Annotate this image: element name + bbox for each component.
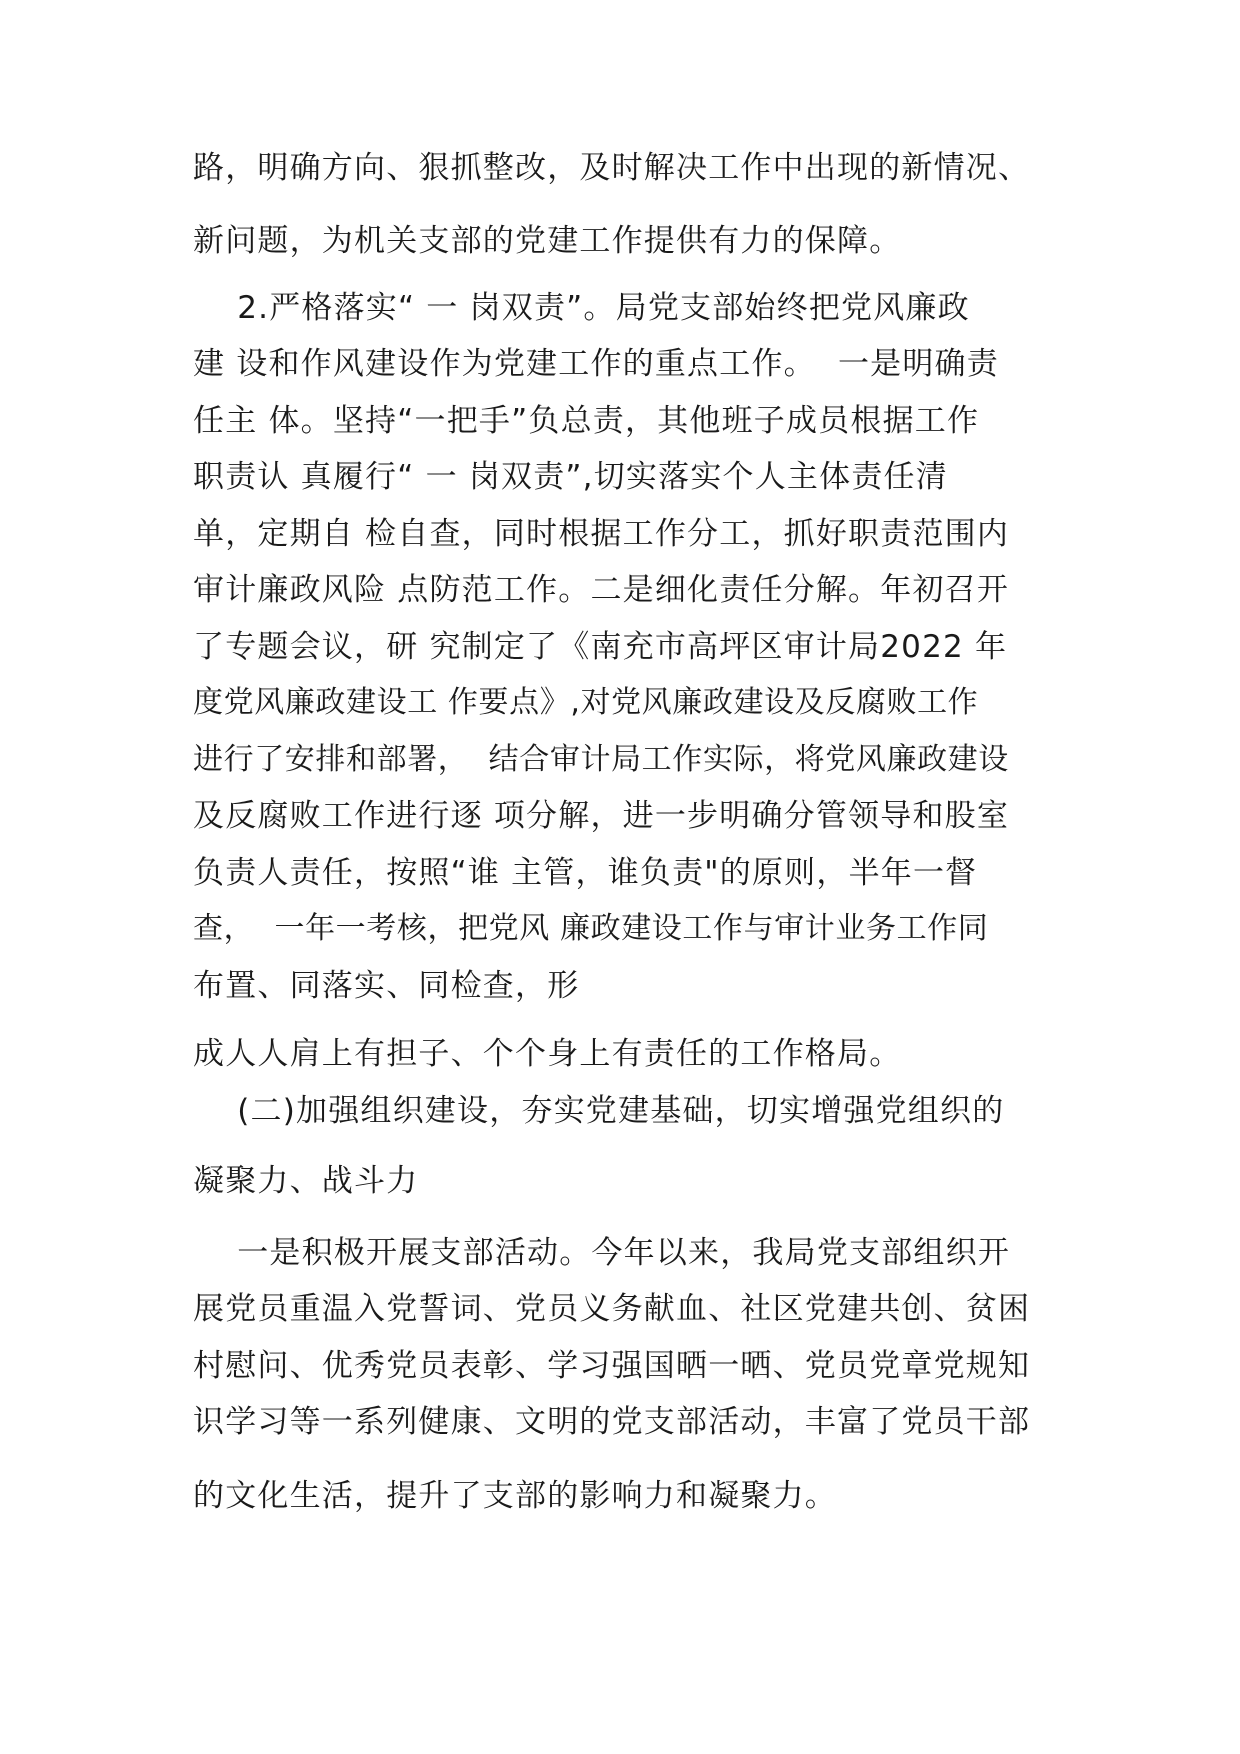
text-line: 度党风廉政建设工 作要点》,对党风廉政建设及反腐败工作 — [193, 685, 979, 720]
text-line: 的文化生活，提升了支部的影响力和凝聚力。 — [193, 1478, 837, 1514]
text-line: 进行了安排和部署， 结合审计局工作实际，将党风廉政建设 — [193, 742, 1009, 777]
text-line: 凝聚力、战斗力 — [193, 1163, 419, 1199]
text-line: 路，明确方向、狠抓整改，及时解决工作中出现的新情况、 — [193, 150, 1031, 186]
text-line: 查， 一年一考核，把党风 廉政建设工作与审计业务工作同 — [193, 911, 989, 946]
text-line: 2.严格落实“ 一 岗双责”。局党支部始终把党风廉政 — [193, 290, 970, 326]
text-line: 及反腐败工作进行逐 项分解，进一步明确分管领导和股室 — [193, 798, 1010, 834]
text-line: (二)加强组织建设，夯实党建基础，切实增强党组织的 — [193, 1093, 1005, 1129]
text-line: 识学习等一系列健康、文明的党支部活动，丰富了党员干部 — [193, 1404, 1031, 1440]
text-line: 负责人责任，按照“谁 主管，谁负责"的原则，半年一督 — [193, 855, 978, 891]
text-line: 布置、同落实、同检查，形 — [193, 968, 580, 1004]
text-line: 一是积极开展支部活动。今年以来，我局党支部组织开 — [193, 1235, 1011, 1271]
text-line: 新问题，为机关支部的党建工作提供有力的保障。 — [193, 223, 902, 259]
text-line: 审计廉政风险 点防范工作。二是细化责任分解。年初召开 — [193, 572, 1010, 608]
text-line: 展党员重温入党誓词、党员义务献血、社区党建共创、贫困 — [193, 1291, 1031, 1327]
text-line: 职责认 真履行“ 一 岗双责”,切实落实个人主体责任清 — [193, 459, 948, 495]
text-line: 任主 体。坚持“一把手”负总责，其他班子成员根据工作 — [193, 403, 980, 439]
text-line: 了专题会议，研 究制定了《南充市高坪区审计局2022 年 — [193, 629, 1008, 665]
text-line: 单，定期自 检自查，同时根据工作分工，抓好职责范围内 — [193, 516, 1010, 552]
text-line: 成人人肩上有担子、个个身上有责任的工作格局。 — [193, 1036, 902, 1072]
text-line: 建 设和作风建设作为党建工作的重点工作。 一是明确责 — [193, 346, 999, 382]
text-line: 村慰问、优秀党员表彰、学习强国晒一晒、党员党章党规知 — [193, 1348, 1031, 1384]
